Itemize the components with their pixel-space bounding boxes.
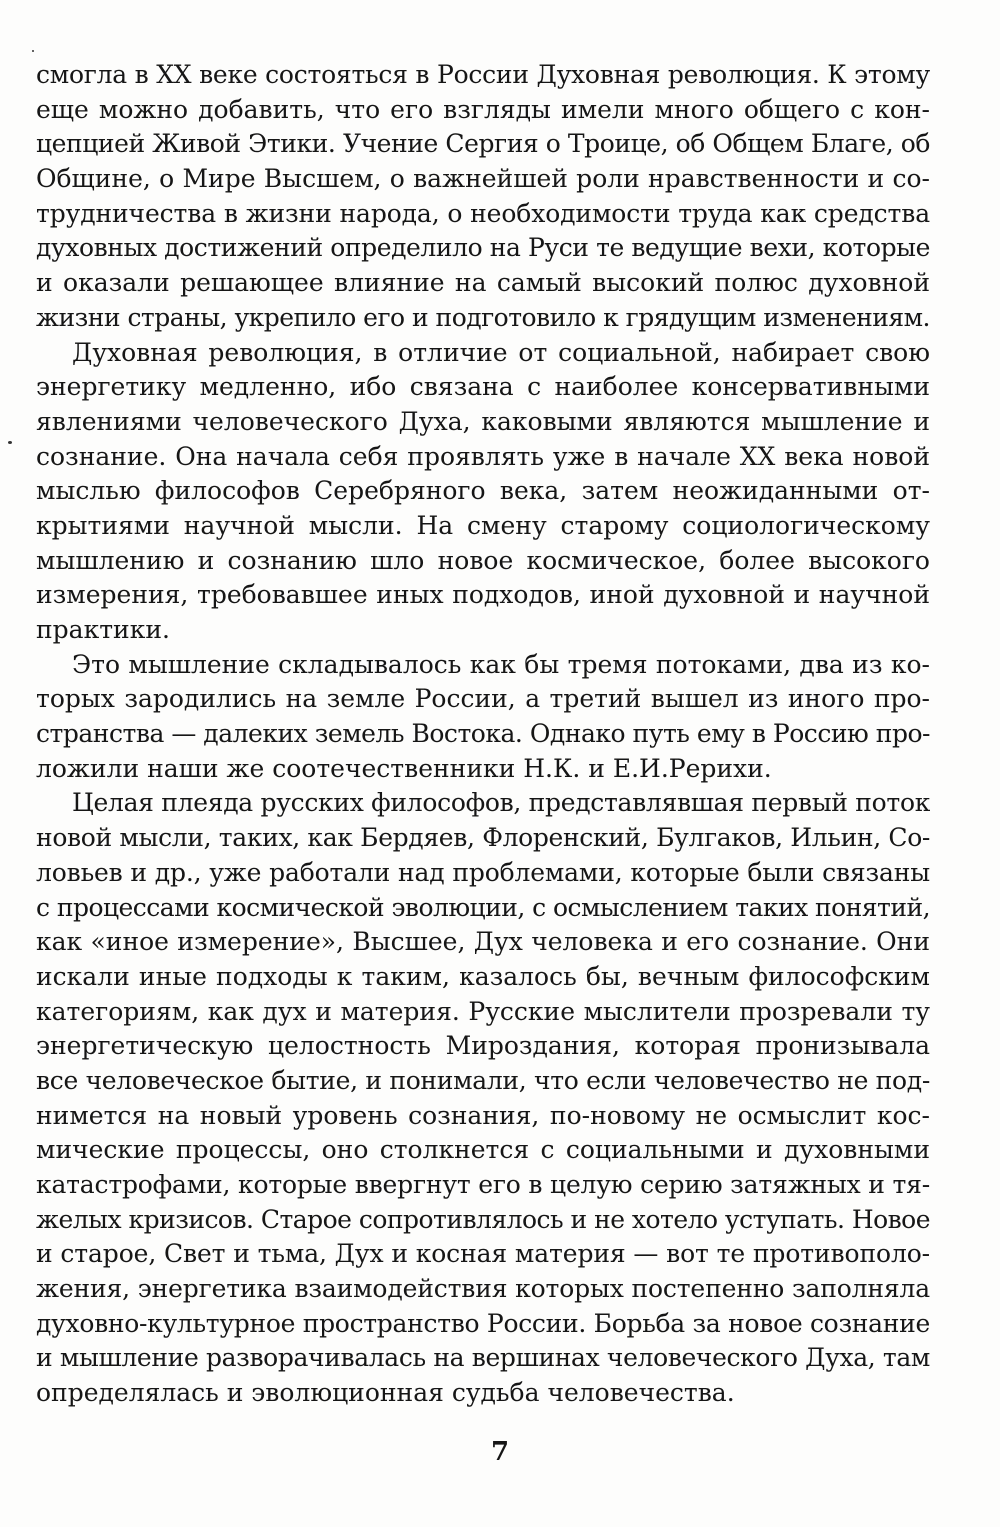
- text-line: Общине, о Мире Высшем, о важнейшей роли нравственности и со-: [36, 164, 930, 194]
- text-line: мышлению и сознанию шло новое космическое, более высокого: [36, 545, 930, 575]
- paragraph: [36, 786, 930, 1410]
- text-line: измерения, требовавшее иных подходов, иной духовной и научной: [36, 580, 930, 610]
- text-line: энергетическую целостность Мироздания, которая пронизывала: [36, 1031, 930, 1061]
- text-line: еще можно добавить, что его взгляды имели много общего с кон-: [36, 94, 930, 124]
- text-line: и оказали решающее влияние на самый высокий полюс духовной: [36, 268, 930, 298]
- text-line: явлениями человеческого Духа, каковыми являются мышление и: [36, 406, 930, 436]
- page-number: 7: [490, 1437, 510, 1467]
- text-line: ловьев и др., уже работали над проблемами, которые были связаны: [36, 857, 930, 887]
- print-speck: [8, 441, 12, 444]
- text-line: ложили наши же соотечественники Н.К. и Е.И.Рерихи.: [36, 753, 772, 783]
- text-line: трудничества в жизни народа, о необходимости труда как средства: [36, 198, 930, 228]
- text-line: и мышление разворачивалась на вершинах человеческого Духа, там: [36, 1343, 930, 1373]
- text-line: определялась и эволюционная судьба человечества.: [36, 1378, 735, 1408]
- paragraph: [36, 58, 930, 336]
- text-line: духовно-культурное пространство России. Борьба за новое сознание: [36, 1308, 930, 1338]
- text-line: жения, энергетика взаимодействия которых постепенно заполняла: [36, 1274, 930, 1304]
- text-line: Это мышление складывалось как бы тремя потоками, два из ко-: [72, 649, 930, 679]
- text-line: Целая плеяда русских философов, представлявшая первый поток: [72, 788, 930, 818]
- text-line: и старое, Свет и тьма, Дух и косная материя — вот те противополо-: [36, 1239, 930, 1269]
- text-line: жизни страны, укрепило его и подготовило к грядущим изменениям.: [36, 302, 930, 332]
- print-speck: [32, 50, 34, 52]
- text-line: странства — далеких земель Востока. Однако путь ему в Россию про-: [36, 719, 930, 749]
- text-line: как «иное измерение», Высшее, Дух человека и его сознание. Они: [36, 927, 930, 957]
- body-text: [36, 58, 930, 1411]
- text-line: катастрофами, которые ввергнут его в целую серию затяжных и тя-: [36, 1170, 930, 1199]
- text-line: смогла в XX веке состояться в России Духовная революция. К этому: [36, 60, 930, 89]
- text-line: категориям, как дух и материя. Русские мыслители прозревали ту: [36, 996, 930, 1026]
- text-line: практики.: [36, 615, 170, 644]
- text-line: новой мысли, таких, как Бердяев, Флоренский, Булгаков, Ильин, Со-: [36, 823, 930, 853]
- text-line: мыслью философов Серебряного века, затем неожиданными от-: [36, 476, 930, 506]
- text-line: с процессами космической эволюции, с осмыслением таких понятий,: [36, 892, 930, 922]
- text-line: мические процессы, оно столкнется с социальными и духовными: [36, 1135, 930, 1165]
- text-line: цепцией Живой Этики. Учение Сергия о Троице, об Общем Благе, об: [36, 129, 930, 159]
- text-line: сознание. Она начала себя проявлять уже в начале XX века новой: [36, 441, 930, 471]
- text-line: торых зародились на земле России, а третий вышел из иного про-: [36, 684, 930, 714]
- text-line: энергетику медленно, ибо связана с наиболее консервативными: [36, 372, 930, 402]
- text-line: крытиями научной мысли. На смену старому социологическому: [36, 510, 930, 540]
- paragraph: [36, 336, 930, 648]
- text-line: Духовная революция, в отличие от социальной, набирает свою: [72, 337, 930, 367]
- text-line: все человеческое бытие, и понимали, что если человечество не под-: [36, 1065, 930, 1095]
- text-line: нимется на новый уровень сознания, по-новому не осмыслит кос-: [36, 1100, 930, 1130]
- text-line: желых кризисов. Старое сопротивлялось и не хотело уступать. Новое: [36, 1204, 930, 1234]
- text-line: духовных достижений определило на Руси те ведущие вехи, которые: [36, 233, 930, 263]
- text-line: искали иные подходы к таким, казалось бы, вечным философским: [36, 961, 930, 991]
- paragraph: [36, 648, 930, 787]
